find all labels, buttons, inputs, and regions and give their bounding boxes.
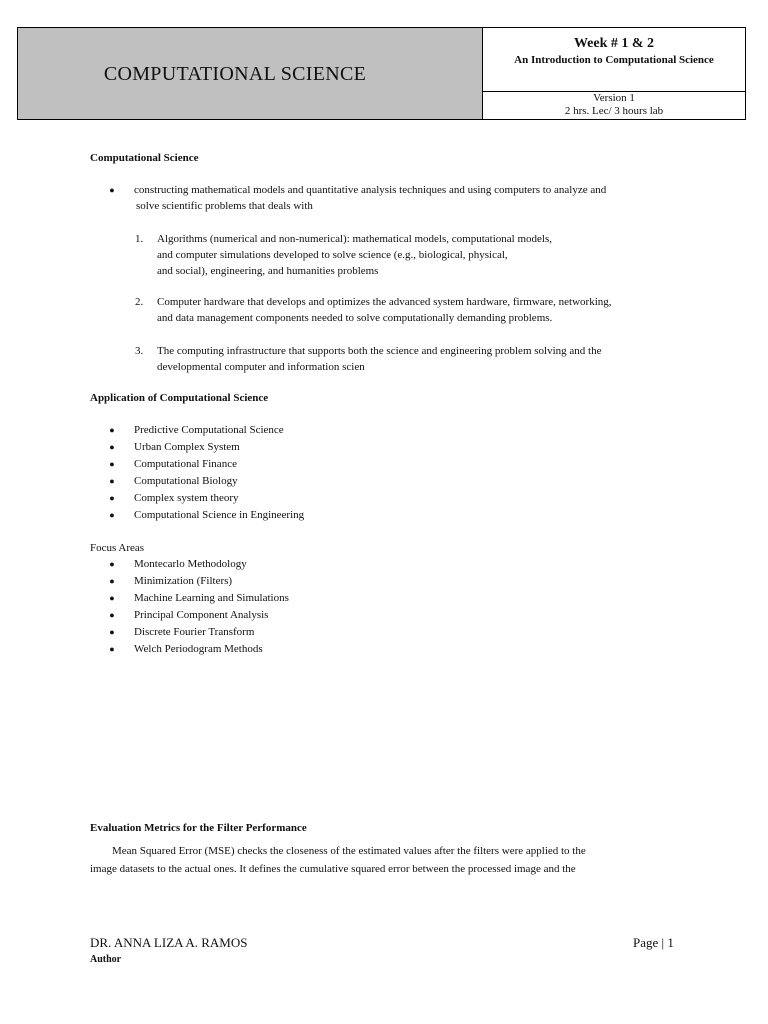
list-item: ● Discrete Fourier Transform bbox=[90, 624, 289, 641]
item-line: Algorithms (numerical and non-numerical): mathematical models, computational models, bbox=[157, 233, 552, 245]
section-heading-evaluation-metrics: Evaluation Metrics for the Filter Performance bbox=[90, 822, 307, 834]
bullet-icon: ● bbox=[109, 459, 115, 469]
list-item: ● Montecarlo Methodology bbox=[90, 556, 289, 573]
bullet-icon: ● bbox=[109, 593, 115, 603]
list-item: ● Computational Finance bbox=[90, 456, 304, 473]
paragraph-line: image datasets to the actual ones. It defines the cumulative squared error between the processed image and the bbox=[90, 863, 576, 875]
bullet-icon: ● bbox=[109, 627, 115, 637]
item-line: and social), engineering, and humanities problems bbox=[157, 265, 379, 277]
bullet-icon: ● bbox=[109, 493, 115, 503]
week-label: Week # 1 & 2 bbox=[573, 36, 655, 51]
section-heading-computational-science: Computational Science bbox=[90, 152, 199, 164]
version-label: Version 1 bbox=[593, 92, 635, 104]
bullet-icon: ● bbox=[109, 559, 115, 569]
list-item: ● Computational Biology bbox=[90, 473, 304, 490]
page-number: Page | 1 bbox=[633, 935, 674, 950]
item-number: 1. bbox=[135, 233, 144, 245]
list-item: ● Complex system theory bbox=[90, 490, 304, 507]
list-item: ● Principal Component Analysis bbox=[90, 607, 289, 624]
list-item: ● Welch Periodogram Methods bbox=[90, 641, 289, 658]
section1-item-3 bbox=[135, 343, 735, 375]
lesson-subtitle: An Introduction to Computational Science bbox=[514, 54, 714, 66]
bullet-icon: ● bbox=[109, 476, 115, 486]
list-item: ● Computational Science in Engineering bbox=[90, 507, 304, 524]
bullet-icon: ● bbox=[109, 610, 115, 620]
section1-item-2 bbox=[135, 294, 735, 326]
list-item: ● Predictive Computational Science bbox=[90, 422, 304, 439]
bullet-icon: ● bbox=[109, 644, 115, 654]
item-number: 3. bbox=[135, 345, 144, 357]
bullet-icon: ● bbox=[109, 510, 115, 520]
author-label: Author bbox=[90, 954, 122, 965]
section1-bullet bbox=[90, 182, 750, 214]
item-line: and data management components needed to solve computationally demanding problems. bbox=[157, 312, 553, 324]
header-version-cell bbox=[483, 92, 745, 119]
evaluation-paragraph bbox=[90, 842, 750, 878]
item-line: The computing infrastructure that supports both the science and engineering problem solving and the bbox=[157, 345, 602, 357]
bullet-icon: ● bbox=[109, 185, 115, 195]
paragraph-line: Mean Squared Error (MSE) checks the closeness of the estimated values after the filters were applied to the bbox=[112, 845, 586, 857]
section-heading-focus-areas: Focus Areas bbox=[90, 542, 145, 554]
section1-item-1 bbox=[135, 231, 735, 279]
section1-bullet-line1: constructing mathematical models and quantitative analysis techniques and using computers to analyze and bbox=[134, 184, 607, 196]
bullet-icon: ● bbox=[109, 576, 115, 586]
section-heading-application: Application of Computational Science bbox=[90, 392, 269, 404]
author-name: DR. ANNA LIZA A. RAMOS bbox=[90, 935, 248, 950]
hours-label: 2 hrs. Lec/ 3 hours lab bbox=[564, 105, 664, 117]
item-line: and computer simulations developed to solve science (e.g., biological, physical, bbox=[157, 249, 508, 261]
application-list bbox=[90, 422, 304, 524]
list-item: ● Machine Learning and Simulations bbox=[90, 590, 289, 607]
header-table bbox=[17, 27, 746, 120]
header-week-cell bbox=[483, 28, 745, 92]
header-title-cell bbox=[18, 28, 483, 119]
item-number: 2. bbox=[135, 296, 144, 308]
item-line: Computer hardware that develops and optimizes the advanced system hardware, firmware, networking, bbox=[157, 296, 612, 308]
item-line: developmental computer and information scien bbox=[157, 361, 365, 373]
bullet-icon: ● bbox=[109, 442, 115, 452]
course-title: COMPUTATIONAL SCIENCE bbox=[103, 62, 367, 85]
section1-bullet-line2: solve scientific problems that deals with bbox=[136, 200, 313, 212]
list-item: ● Urban Complex System bbox=[90, 439, 304, 456]
focus-areas-list bbox=[90, 556, 289, 658]
bullet-icon: ● bbox=[109, 425, 115, 435]
list-item: ● Minimization (Filters) bbox=[90, 573, 289, 590]
